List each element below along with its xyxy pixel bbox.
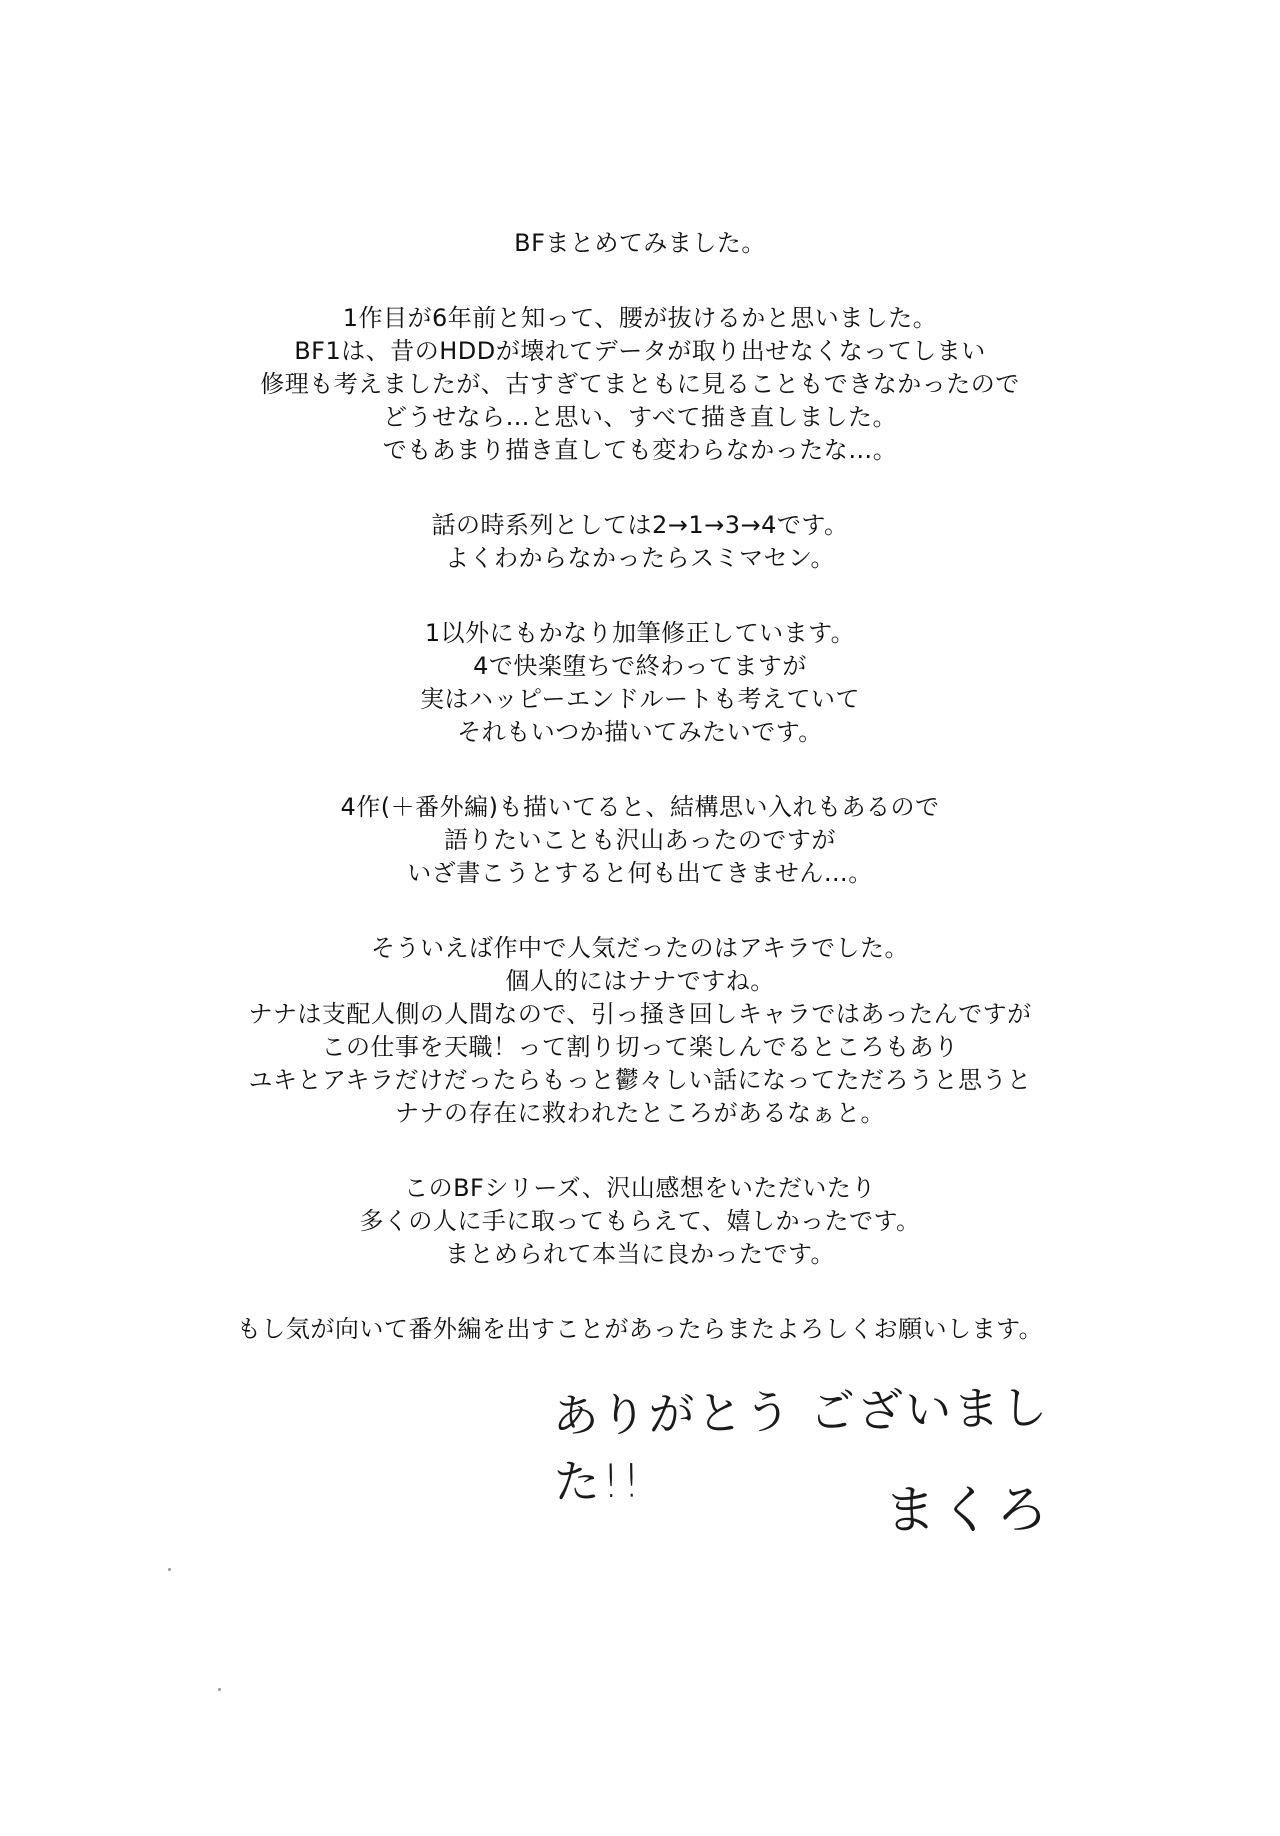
author-signature: まくろ <box>884 1481 1053 1541</box>
text-line: どうせなら…と思い、すべて描き直しました。 <box>382 403 898 431</box>
text-line: 1以外にもかなり加筆修正しています。 <box>424 619 856 647</box>
scan-speck <box>168 1568 171 1571</box>
text-line: それもいつか描いてみたいです。 <box>457 718 823 746</box>
text-line: BF1は、昔のHDDが壊れてデータが取り出せなくなってしまい <box>294 337 986 365</box>
text-line: ユキとアキラだけだったらもっと鬱々しい話になってただろうと思うと <box>248 1066 1032 1094</box>
afterword-text <box>0 227 1280 1388</box>
handwritten-thanks: ありがとう ございました!! <box>552 1380 1050 1509</box>
text-line: 実はハッピーエンドルートも考えていて <box>419 685 861 713</box>
text-line: ナナは支配人側の人間なので、引っ掻き回しキャラではあったんですが <box>248 1000 1032 1028</box>
text-line: いざ書こうとすると何も出てきません…。 <box>407 859 873 887</box>
paragraph-2 <box>0 302 1280 467</box>
text-line: 4作(＋番外編)も描いてると、結構思い入れもあるので <box>340 793 940 821</box>
text-line: 修理も考えましたが、古すぎてまともに見ることもできなかったので <box>260 370 1020 398</box>
text-line: 多くの人に手に取ってもらえて、嬉しかったです。 <box>359 1207 921 1235</box>
text-line: まとめられて本当に良かったです。 <box>444 1240 836 1268</box>
handwritten-message <box>552 1380 1072 1541</box>
text-line: 1作目が6年前と知って、腰が抜けるかと思いました。 <box>342 304 938 332</box>
paragraph-3 <box>0 509 1280 575</box>
text-line: BFまとめてみました。 <box>514 229 766 257</box>
text-line: 4で快楽堕ちで終わってますが <box>473 652 807 680</box>
paragraph-6 <box>0 932 1280 1130</box>
paragraph-5 <box>0 791 1280 890</box>
paragraph-1 <box>0 227 1280 260</box>
text-line: 語りたいことも沢山あったのですが <box>444 826 836 854</box>
paragraph-7 <box>0 1172 1280 1271</box>
text-line: 個人的にはナナですね。 <box>505 967 775 995</box>
text-line: この仕事を天職！って割り切って楽しんでるところもあり <box>321 1033 959 1061</box>
text-line: もし気が向いて番外編を出すことがあったらまたよろしくお願いします。 <box>236 1315 1044 1343</box>
text-line: 話の時系列としては2→1→3→4です。 <box>431 511 849 539</box>
text-line: このBFシリーズ、沢山感想をいただいたり <box>404 1174 876 1202</box>
text-line: そういえば作中で人気だったのはアキラでした。 <box>370 934 910 962</box>
text-line: ナナの存在に救われたところがあるなぁと。 <box>395 1099 885 1127</box>
text-line: よくわからなかったらスミマセン。 <box>444 544 836 572</box>
text-line: でもあまり描き直しても変わらなかったな…。 <box>382 436 898 464</box>
scan-speck <box>218 1688 221 1691</box>
paragraph-8 <box>0 1313 1280 1346</box>
paragraph-4 <box>0 617 1280 749</box>
